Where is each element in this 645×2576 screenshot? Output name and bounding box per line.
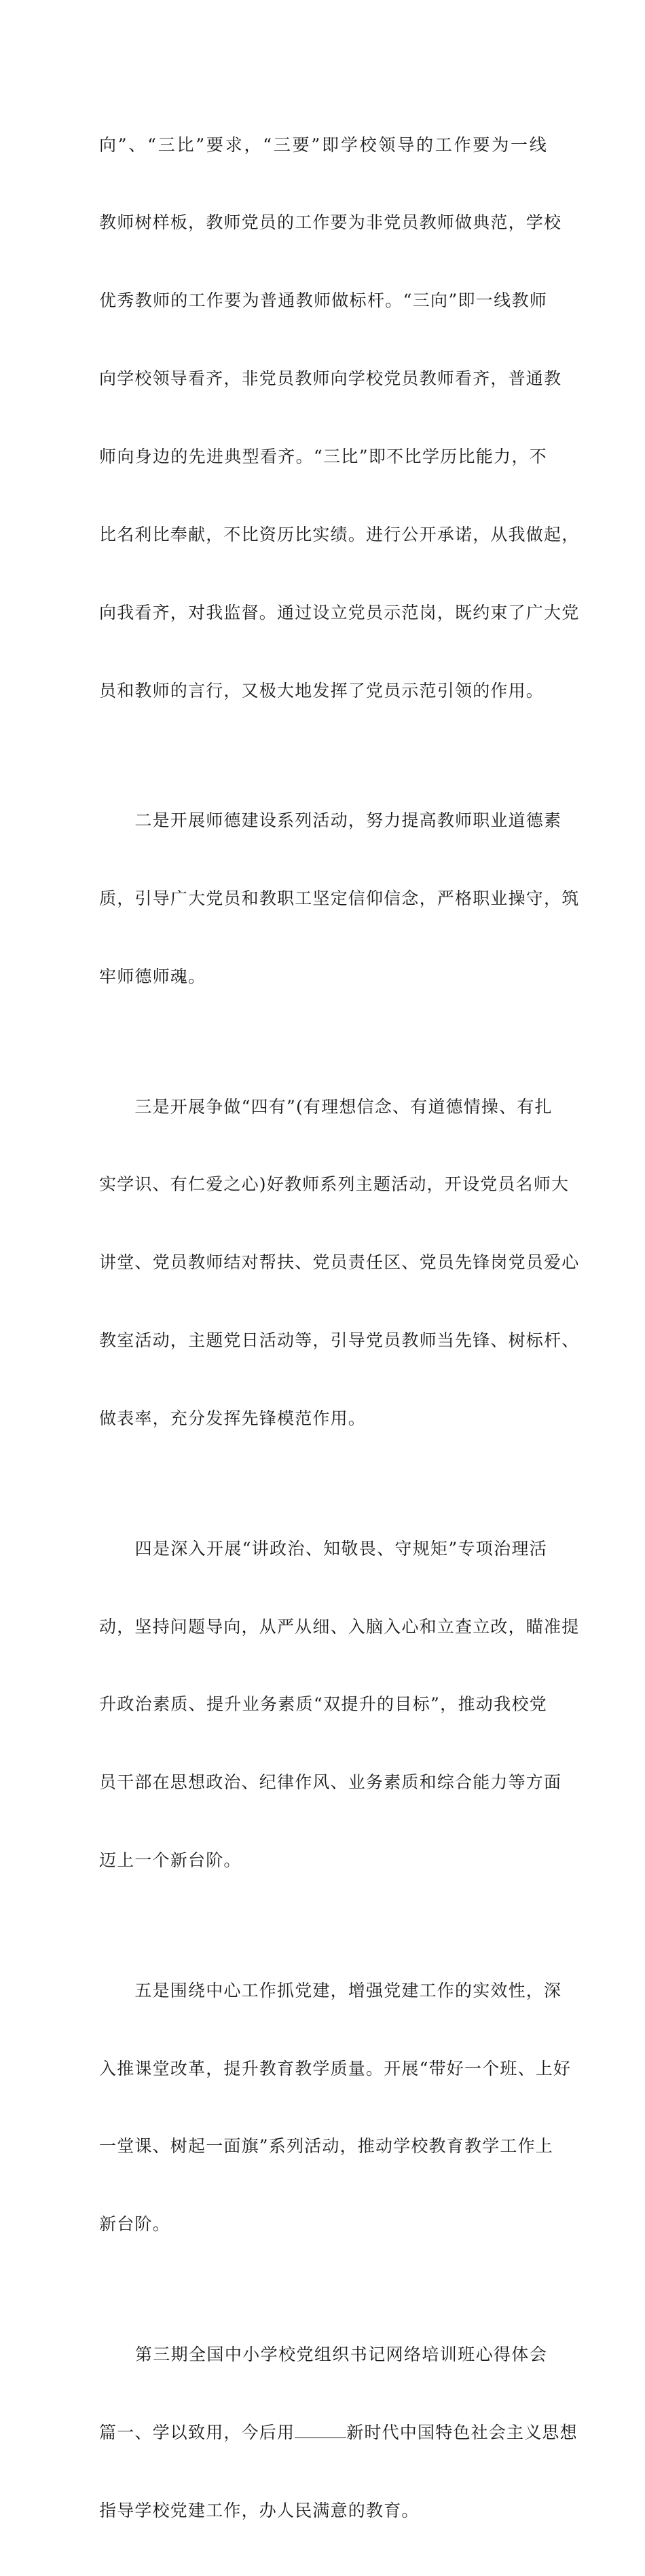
- text-line: 一堂课、树起一面旗”系列活动，推动学校教育教学工作上: [99, 2136, 553, 2157]
- text-line: 新台阶。: [99, 2214, 170, 2235]
- text-line: 向”、“三比”要求，“三要”即学校领导的工作要为一线: [99, 134, 547, 155]
- text-line: 优秀教师的工作要为普通教师做标杆。“三向”即一线教师: [99, 291, 547, 311]
- text-line: 四是深入开展“讲政治、知敬畏、守规矩”专项治理活: [99, 1538, 547, 1558]
- document-body: [99, 80, 580, 2576]
- text-line: 实学识、有仁爱之心)好教师系列主题活动，开设党员名师大: [99, 1174, 570, 1195]
- fill-in-blank: [295, 2423, 346, 2438]
- text-line: 讲堂、党员教师结对帮扶、党员责任区、党员先锋岗党员爱心: [99, 1252, 580, 1273]
- text-line: 向我看齐，对我监督。通过设立党员示范岗，既约束了广大党: [99, 602, 580, 622]
- text-line: 第三期全国中小学校党组织书记网络培训班心得体会: [99, 2344, 547, 2364]
- text-line-with-blank: [99, 2420, 578, 2446]
- text-line: 比名利比奉献，不比资历比实绩。进行公开承诺，从我做起，: [99, 525, 580, 545]
- text-line: 做表率，充分发挥先锋模范作用。: [99, 1408, 367, 1429]
- text-line: 入推课堂改革，提升教育教学质量。开展“带好一个班、上好: [99, 2058, 572, 2078]
- text-line: 三是开展争做“四有”(有理想信念、有道德情操、有扎: [99, 1096, 553, 1117]
- paragraph-special-governance: [99, 1484, 580, 1926]
- text-line: 员和教师的言行，又极大地发挥了党员示范引领的作用。: [99, 680, 545, 701]
- paragraph-three-requirements: [99, 80, 580, 756]
- text-line: 升政治素质、提升业务素质“双提升的目标”，推动我校党: [99, 1694, 547, 1715]
- paragraph-ethics-activity: [99, 756, 580, 1042]
- text-fragment: 篇一、学以致用，今后用: [99, 2422, 295, 2442]
- text-line: 质，引导广大党员和教职工坚定信仰信念，严格职业操守，筑: [99, 889, 580, 909]
- text-line: 五是围绕中心工作抓党建，增强党建工作的实效性，深: [99, 1980, 562, 2000]
- text-line: 员干部在思想政治、纪律作风、业务素质和综合能力等方面: [99, 1772, 562, 1793]
- text-line: 向学校领导看齐，非党员教师向学校党员教师看齐，普通教: [99, 369, 562, 389]
- text-line: 牢师德师魂。: [99, 967, 206, 987]
- paragraph-four-haves: [99, 1042, 580, 1484]
- text-line: 教室活动，主题党日活动等，引导党员教师当先锋、树标杆、: [99, 1330, 580, 1351]
- text-fragment: 新时代中国特色社会主义思想: [346, 2422, 578, 2442]
- text-line: 师向身边的先进典型看齐。“三比”即不比学历比能力，不: [99, 447, 547, 467]
- text-line: 教师树样板，教师党员的工作要为非党员教师做典范，学校: [99, 212, 562, 233]
- paragraph-party-building-center: [99, 1926, 572, 2290]
- text-line: 二是开展师德建设系列活动，努力提高教师职业道德素: [99, 810, 562, 831]
- text-line: 动，坚持问题导向，从严从细、入脑入心和立查立改，瞄准提: [99, 1616, 580, 1637]
- text-line: 指导学校党建工作，办人民满意的教育。: [99, 2500, 420, 2520]
- paragraph-training-reflection: [99, 2290, 578, 2575]
- text-line: 迈上一个新台阶。: [99, 1850, 242, 1871]
